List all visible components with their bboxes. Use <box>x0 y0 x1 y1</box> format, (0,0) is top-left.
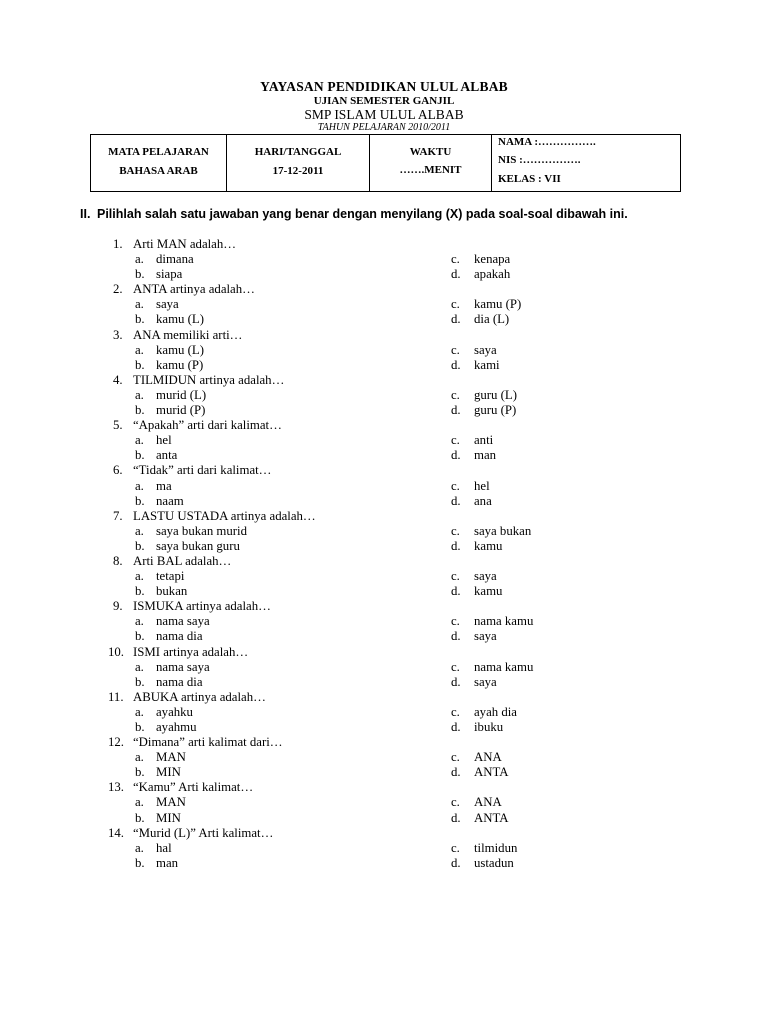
question-number: 10. <box>108 644 124 659</box>
option-c[interactable]: kenapa <box>474 252 511 267</box>
question-text: ANTA artinya adalah… <box>133 282 255 297</box>
option-row <box>0 795 768 810</box>
option-row <box>0 267 768 282</box>
question-row <box>0 509 768 524</box>
option-d[interactable]: ustadun <box>474 855 514 870</box>
time-label: WAKTU <box>409 146 452 158</box>
question-row <box>0 373 768 388</box>
name-field[interactable]: NAMA :……………. <box>498 136 596 148</box>
option-row <box>0 750 768 765</box>
option-c[interactable]: ANA <box>474 750 502 765</box>
option-a[interactable]: dimana <box>156 252 194 267</box>
option-row <box>0 584 768 599</box>
option-c[interactable]: saya bukan <box>474 523 532 538</box>
time-value: …….MENIT <box>399 164 462 176</box>
question-number: 12. <box>108 735 124 750</box>
option-letter-a: a. <box>135 252 144 267</box>
option-a[interactable]: MAN <box>156 750 186 765</box>
option-b[interactable]: bukan <box>156 584 188 599</box>
question-number: 9. <box>113 599 123 614</box>
option-letter-a: a. <box>135 704 144 719</box>
option-row <box>0 388 768 403</box>
option-row <box>0 343 768 358</box>
option-letter-b: b. <box>135 674 145 689</box>
option-letter-d: d. <box>451 312 461 327</box>
question-row <box>0 418 768 433</box>
option-letter-a: a. <box>135 523 144 538</box>
exam-info-table <box>90 134 681 192</box>
option-row <box>0 312 768 327</box>
option-b[interactable]: saya bukan guru <box>156 538 240 553</box>
option-row <box>0 841 768 856</box>
option-letter-c: c. <box>451 704 460 719</box>
option-letter-b: b. <box>135 312 145 327</box>
option-letter-a: a. <box>135 297 144 312</box>
question-text: ABUKA artinya adalah… <box>133 689 266 704</box>
subject-value: BAHASA ARAB <box>119 165 198 177</box>
date-label: HARI/TANGGAL <box>254 146 342 158</box>
option-d[interactable]: ana <box>474 493 492 508</box>
academic-year: TAHUN PELAJARAN 2010/2011 <box>317 122 451 133</box>
option-d[interactable]: ibuku <box>474 720 504 734</box>
question-number: 7. <box>113 508 123 523</box>
option-b[interactable]: ayahmu <box>156 720 197 734</box>
option-letter-d: d. <box>451 357 461 372</box>
option-row <box>0 629 768 644</box>
option-letter-c: c. <box>451 840 460 855</box>
option-row <box>0 614 768 629</box>
option-letter-d: d. <box>451 267 461 282</box>
option-a[interactable]: ayahku <box>156 704 193 719</box>
option-a[interactable]: hal <box>156 840 172 855</box>
foundation-title: YAYASAN PENDIDIKAN ULUL ALBAB <box>260 79 508 94</box>
question-row <box>0 237 768 252</box>
option-letter-d: d. <box>451 765 461 780</box>
option-d[interactable]: apakah <box>474 267 511 282</box>
option-letter-b: b. <box>135 855 145 870</box>
option-d[interactable]: saya <box>474 674 497 689</box>
option-c[interactable]: anti <box>474 433 494 448</box>
option-letter-b: b. <box>135 493 145 508</box>
option-letter-d: d. <box>451 629 461 644</box>
option-b[interactable]: anta <box>156 448 178 463</box>
question-text: ISMUKA artinya adalah… <box>133 599 271 614</box>
option-letter-d: d. <box>451 448 461 463</box>
question-number: 11. <box>108 689 124 704</box>
question-number: 6. <box>113 463 123 478</box>
question-row <box>0 645 768 660</box>
option-letter-c: c. <box>451 523 460 538</box>
question-text: “Dimana” arti kalimat dari… <box>133 735 283 750</box>
option-row <box>0 765 768 780</box>
option-a[interactable]: kamu (L) <box>156 342 204 357</box>
option-c[interactable]: saya <box>474 569 497 584</box>
option-b[interactable]: kamu (P) <box>156 357 204 372</box>
question-row <box>0 735 768 750</box>
option-c[interactable]: tilmidun <box>474 840 518 855</box>
option-letter-a: a. <box>135 750 144 765</box>
option-letter-c: c. <box>451 342 460 357</box>
date-cell <box>227 135 370 192</box>
option-letter-c: c. <box>451 750 460 765</box>
option-d[interactable]: kami <box>474 357 500 372</box>
question-row <box>0 599 768 614</box>
option-b[interactable]: siapa <box>156 267 183 282</box>
option-letter-a: a. <box>135 614 144 629</box>
option-letter-b: b. <box>135 448 145 463</box>
option-c[interactable]: guru (L) <box>474 387 517 402</box>
option-letter-d: d. <box>451 855 461 870</box>
option-letter-c: c. <box>451 569 460 584</box>
question-text: LASTU USTADA artinya adalah… <box>133 508 316 523</box>
question-number: 3. <box>113 327 123 342</box>
option-row <box>0 856 768 871</box>
option-letter-d: d. <box>451 403 461 418</box>
option-letter-c: c. <box>451 795 460 810</box>
option-b[interactable]: murid (P) <box>156 403 206 418</box>
option-c[interactable]: kamu (P) <box>474 297 522 312</box>
option-letter-d: d. <box>451 720 461 734</box>
nis-field[interactable]: NIS :……………. <box>498 154 581 166</box>
option-d[interactable]: ANTA <box>474 765 509 780</box>
question-number: 8. <box>113 553 123 568</box>
option-d[interactable]: saya <box>474 629 497 644</box>
question-row <box>0 328 768 343</box>
option-a[interactable]: MAN <box>156 795 186 810</box>
instruction-text: Pilihlah salah satu jawaban yang benar dengan menyilang (X) pada soal-soal dibawah ini. <box>97 207 628 221</box>
option-letter-b: b. <box>135 584 145 599</box>
option-d[interactable]: dia (L) <box>474 312 510 327</box>
option-letter-a: a. <box>135 795 144 810</box>
option-c[interactable]: saya <box>474 342 497 357</box>
option-letter-b: b. <box>135 357 145 372</box>
option-letter-c: c. <box>451 297 460 312</box>
question-text: “Kamu” Arti kalimat… <box>133 780 254 795</box>
option-row <box>0 358 768 373</box>
option-letter-c: c. <box>451 478 460 493</box>
option-b[interactable]: MIN <box>156 765 181 780</box>
option-letter-c: c. <box>451 387 460 402</box>
option-row <box>0 811 768 826</box>
question-number: 4. <box>113 372 123 387</box>
option-c[interactable]: ANA <box>474 795 502 810</box>
option-a[interactable]: tetapi <box>156 569 185 584</box>
option-a[interactable]: hel <box>156 433 172 448</box>
question-row <box>0 282 768 297</box>
option-row <box>0 297 768 312</box>
question-row <box>0 690 768 705</box>
option-b[interactable]: nama dia <box>156 674 203 689</box>
subject-cell <box>91 135 227 192</box>
option-letter-c: c. <box>451 659 460 674</box>
question-text: “Tidak” arti dari kalimat… <box>133 463 272 478</box>
option-letter-a: a. <box>135 342 144 357</box>
option-letter-b: b. <box>135 403 145 418</box>
option-c[interactable]: nama kamu <box>474 659 534 674</box>
time-cell <box>370 135 492 192</box>
option-letter-c: c. <box>451 252 460 267</box>
question-number: 2. <box>113 282 123 297</box>
question-text: “Apakah” arti dari kalimat… <box>133 418 282 433</box>
question-text: ISMI artinya adalah… <box>133 644 249 659</box>
option-a[interactable]: nama saya <box>156 659 210 674</box>
option-row <box>0 433 768 448</box>
option-letter-d: d. <box>451 584 461 599</box>
option-letter-d: d. <box>451 493 461 508</box>
option-letter-a: a. <box>135 478 144 493</box>
option-b[interactable]: man <box>156 855 179 870</box>
option-b[interactable]: MIN <box>156 810 181 825</box>
option-a[interactable]: saya bukan murid <box>156 523 247 538</box>
option-letter-d: d. <box>451 538 461 553</box>
option-row <box>0 705 768 720</box>
question-text: “Murid (L)” Arti kalimat… <box>133 825 274 840</box>
option-letter-b: b. <box>135 810 145 825</box>
subject-label: MATA PELAJARAN <box>108 146 209 158</box>
question-text: ANA memiliki arti… <box>133 327 243 342</box>
option-a[interactable]: nama saya <box>156 614 210 629</box>
option-d[interactable]: kamu <box>474 538 503 553</box>
option-letter-d: d. <box>451 810 461 825</box>
option-row <box>0 524 768 539</box>
option-letter-b: b. <box>135 629 145 644</box>
question-text: Arti BAL adalah… <box>133 553 232 568</box>
option-letter-b: b. <box>135 267 145 282</box>
option-letter-b: b. <box>135 765 145 780</box>
question-row <box>0 826 768 841</box>
option-b[interactable]: kamu (L) <box>156 312 204 327</box>
question-row <box>0 463 768 478</box>
option-letter-b: b. <box>135 720 145 734</box>
option-d[interactable]: man <box>474 448 497 463</box>
option-row <box>0 448 768 463</box>
option-row <box>0 403 768 418</box>
question-number: 5. <box>113 418 123 433</box>
option-c[interactable]: nama kamu <box>474 614 534 629</box>
option-d[interactable]: guru (P) <box>474 403 517 418</box>
option-letter-a: a. <box>135 387 144 402</box>
option-c[interactable]: ayah dia <box>474 704 517 719</box>
question-list <box>0 237 768 871</box>
option-letter-c: c. <box>451 433 460 448</box>
question-text: TILMIDUN artinya adalah… <box>133 372 285 387</box>
option-a[interactable]: saya <box>156 297 179 312</box>
question-number: 13. <box>108 780 124 795</box>
option-row <box>0 675 768 690</box>
option-d[interactable]: ANTA <box>474 810 509 825</box>
exam-title: UJIAN SEMESTER GANJIL <box>313 95 455 107</box>
question-number: 14. <box>108 825 124 840</box>
option-a[interactable]: murid (L) <box>156 387 207 402</box>
option-row <box>0 494 768 509</box>
section-number: II. <box>80 207 91 221</box>
option-row <box>0 479 768 494</box>
option-letter-a: a. <box>135 840 144 855</box>
option-b[interactable]: naam <box>156 493 184 508</box>
option-letter-b: b. <box>135 538 145 553</box>
option-letter-d: d. <box>451 674 461 689</box>
option-letter-a: a. <box>135 569 144 584</box>
option-letter-a: a. <box>135 659 144 674</box>
student-cell <box>492 135 681 192</box>
date-value: 17-12-2011 <box>272 165 324 177</box>
option-row <box>0 539 768 554</box>
question-row <box>0 554 768 569</box>
question-text: Arti MAN adalah… <box>133 237 237 251</box>
option-d[interactable]: kamu <box>474 584 503 599</box>
option-letter-c: c. <box>451 614 460 629</box>
option-row <box>0 252 768 267</box>
option-row <box>0 720 768 735</box>
class-field: KELAS : VII <box>498 173 561 185</box>
option-a[interactable]: ma <box>156 478 172 493</box>
school-name: SMP ISLAM ULUL ALBAB <box>304 107 464 122</box>
option-letter-a: a. <box>135 433 144 448</box>
question-number: 1. <box>113 237 123 251</box>
option-row <box>0 660 768 675</box>
option-b[interactable]: nama dia <box>156 629 203 644</box>
option-c[interactable]: hel <box>474 478 490 493</box>
question-row <box>0 780 768 795</box>
option-row <box>0 569 768 584</box>
